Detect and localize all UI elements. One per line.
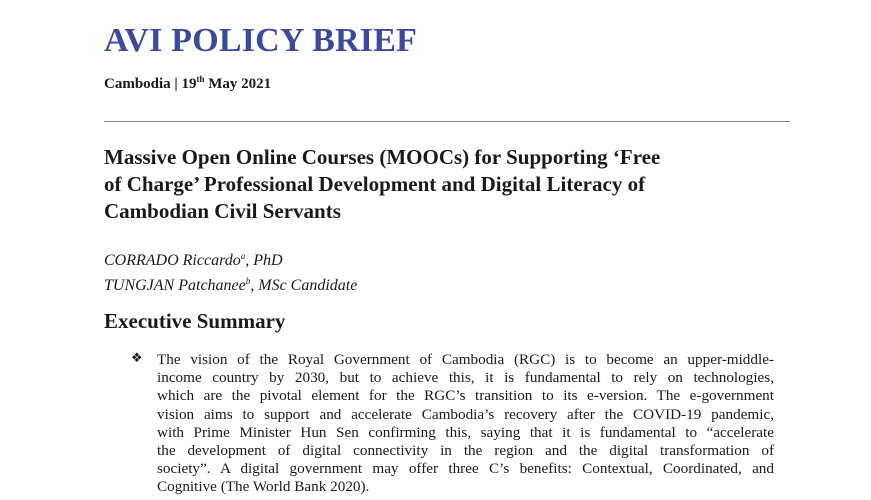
paragraph-line: The vision of the Royal Government of Cambodia (RGC) is to become an upper-middle- xyxy=(157,351,774,368)
diamond-bullet-icon: ❖ xyxy=(131,351,143,366)
title-line: Cambodian Civil Servants xyxy=(104,199,341,223)
author-affiliation-mark: b xyxy=(245,276,251,286)
title-line: Massive Open Online Courses (MOOCs) for Supporting ‘Free xyxy=(104,145,661,169)
paragraph-line: the development of digital connectivity in the region and the digital transformation of xyxy=(157,442,774,460)
brief-brand-title: AVI POLICY BRIEF xyxy=(104,22,418,59)
title-line: of Charge’ Professional Development and Digital Literacy of xyxy=(104,172,646,196)
bullet-paragraph xyxy=(157,351,774,497)
header-divider xyxy=(104,121,790,122)
paper-title xyxy=(104,144,774,225)
author-list xyxy=(104,246,357,296)
paragraph-line: vision aims to support and accelerate Cambodia’s recovery after the COVID-19 pandemic, xyxy=(157,405,774,423)
author-affiliation-mark: a xyxy=(240,251,246,261)
date-ordinal-suffix: th xyxy=(196,74,205,84)
paragraph-line: society”. A digital government may offer three C’s benefits: Contextual, Coordinated, and xyxy=(157,460,774,478)
author-name: CORRADO Riccardo xyxy=(104,252,241,269)
location-date: Cambodia | 19 xyxy=(104,76,197,92)
paragraph-line: Cognitive (The World Bank 2020). xyxy=(157,478,370,496)
author-degree: , MSc Candidate xyxy=(250,277,358,294)
author-degree: , PhD xyxy=(245,252,283,269)
author-entry xyxy=(104,246,357,271)
paragraph-line: with Prime Minister Hun Sen confirming this, saying that it is fundamental to “accelerate xyxy=(157,423,774,441)
paragraph-line: which are the pivotal element for the RGC’s transition to its e-version. The e-government xyxy=(157,387,774,405)
section-heading-executive-summary: Executive Summary xyxy=(104,309,286,333)
date-month-year: May 2021 xyxy=(204,76,272,92)
author-entry xyxy=(104,271,357,296)
author-name: TUNGJAN Patchanee xyxy=(104,277,246,294)
paragraph-line: income country by 2030, but to achieve this, it is fundamental to rely on technologies, xyxy=(157,369,774,387)
location-date-line xyxy=(104,74,271,93)
